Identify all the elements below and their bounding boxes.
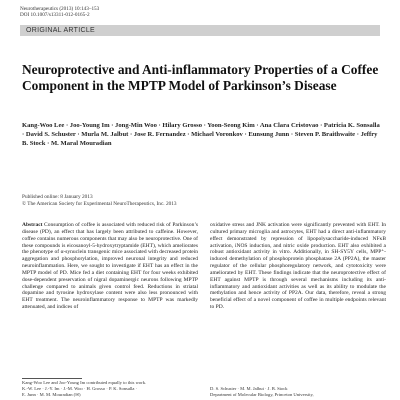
article-type-label: ORIGINAL ARTICLE — [26, 27, 95, 34]
footnote-authors-line: K.-W. Lee · J.-Y. Im · J.-M. Woo · H. Grosso · P. K. Sonsalla · — [22, 386, 138, 391]
publication-info — [22, 194, 382, 208]
affiliation-authors: D. S. Schuster · M. M. Jalbut · J. B. Stock — [210, 386, 288, 391]
footnote-block — [22, 380, 198, 398]
footnote-divider — [22, 378, 82, 379]
abstract-column-left — [22, 222, 198, 376]
abstract-text-right: oxidative stress and JNK activation were significantly prevented with EHT. In cultured primary microglia and astrocytes, EHT had a direct anti-inflammatory effect demonstrated by repression of lipopolysaccharide-induced NFκB activation, iNOS induction, and nitric oxide production. EHT also exhibited a robust antioxidant activity in vitro. Additionally, in SH-SY5Y cells, MPP⁺-induced demethylation of phosphoprotein phosphatase 2A (PP2A), the master regulator of the cellular phosphoregulatory network, and cytotoxicity were ameliorated by EHT. These findings indicate that the neuroprotective effect of EHT against MPTP is through several mechanisms including its anti-inflammatory and antioxidant activities as well as its ability to modulate the methylation and hence activity of PP2A. Our data, therefore, reveal a strong beneficial effect of a novel component of coffee in multiple endpoints relevant to PD. — [210, 222, 386, 311]
published-date: Published online: 8 January 2013 — [22, 194, 93, 200]
affiliation-department: Department of Molecular Biology, Princeton University, — [210, 392, 314, 397]
author-list: Kang-Woo Lee · Joo-Young Im · Jong-Min Woo · Hilary Grosso · Yoon-Seong Kim · Ana Clara Cristovao · Patricia K. Sonsalla · David S. Schuster · Murla M. Jalbut · Jose R. Fernandez · Michael Voronkov · Eunsung Junn · Steven P. Braithwaite · Jeffry B. Stock · M. Maral Mouradian — [22, 122, 380, 147]
abstract-column-right — [210, 222, 386, 370]
abstract-text-left: Consumption of coffee is associated with reduced risk of Parkinson’s disease (PD), an effect that has largely been attributed to caffeine. However, coffee contains numerous components that may also be neuroprotective. One of these compounds is eicosanoyl-5-hydroxytryptamide (EHT), which ameliorates the phenotype of α-synuclein transgenic mice associated with decreased protein aggregation and phosphorylation, improved neuronal integrity and reduced neuroinflammation. Here, we sought to investigate if EHT has an effect in the MPTP model of PD. Mice fed a diet containing EHT for four weeks exhibited dose-dependent preservation of nigral dopaminergic neurons following MPTP challenge compared to animals given control feed. Reductions in striatal dopamine and tyrosine hydroxylase content were also less pronounced with EHT treatment. The neuroinflammatory response to MPTP was markedly attenuated, and indices of — [22, 222, 198, 311]
journal-citation: Neurotherapeutics (2013) 10:143–153 — [20, 6, 100, 12]
doi-text[interactable]: DOI 10.1007/s13311-012-0165-2 — [20, 12, 90, 19]
equal-contribution-note: Kang-Woo Lee and Joo-Young Im contributed equally to this work. — [22, 380, 147, 385]
footnote-authors-line-2: E. Junn · M. M. Mouradian (✉) — [22, 392, 81, 397]
article-type-banner — [20, 25, 380, 36]
affiliation-block — [210, 386, 386, 398]
abstract-heading: Abstract — [22, 222, 45, 228]
journal-header — [20, 6, 99, 19]
article-title: Neuroprotective and Anti-inflammatory Properties of a Coffee Component in the MPTP Model of Parkinson’s Disease — [22, 62, 379, 93]
copyright-line: © The American Society for Experimental NeuroTherapeutics, Inc. 2013 — [22, 201, 177, 207]
